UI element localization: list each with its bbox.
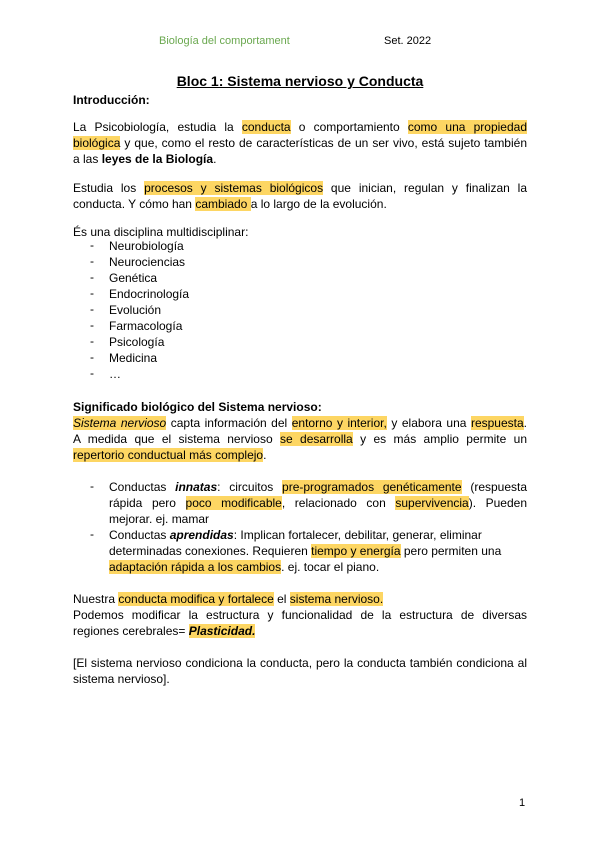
note-line2: sistema nervioso]. [73,672,170,686]
list-dash: - [90,302,94,316]
highlight: procesos y sistemas biológicos [144,181,324,195]
highlight: conducta [241,120,291,134]
highlight: Sistema nervioso [73,416,167,430]
highlight: se desarrolla [279,432,353,446]
highlight: sistema nervioso. [289,592,384,606]
highlight: poco modificable [185,496,282,510]
aprendidas-line3: adaptación rápida a los cambios. ej. tocar el piano. [109,560,380,574]
intro-p1-line3: a las leyes de la Biología. [73,152,217,166]
highlight: tiempo y energía [311,544,401,558]
intro-p1-line1: La Psicobiología, estudia la conducta o comportamiento como una propiedad [73,120,528,134]
significado-line2: A medida que el sistema nervioso se desarrolla y es más amplio permite un [73,432,528,446]
highlight: Plasticidad. [188,624,256,638]
intro-heading: Introducción: [73,93,150,107]
list-dash: - [90,527,94,541]
highlight: adaptación rápida a los cambios [109,560,282,574]
list-dash: - [90,334,94,348]
list-item: Endocrinología [109,287,190,301]
list-item: Farmacología [109,319,183,333]
header-course: Biología del comportament [159,35,290,47]
aprendidas-line2: determinadas conexiones. Requieren tiempo y energía pero permiten una [109,544,502,558]
list-item: Psicología [109,335,165,349]
list-dash: - [90,270,94,284]
page-number: 1 [519,797,526,809]
significado-heading: Significado biológico del Sistema nervioso: [73,400,322,414]
intro-p3: És una disciplina multidisciplinar: [73,225,249,239]
highlight: repertorio conductual más complejo [73,448,264,462]
regiones-line: regiones cerebrales= Plasticidad. [73,624,256,638]
list-dash: - [90,366,94,380]
innatas-line1: Conductas innatas: circuitos pre-programados genéticamente (respuesta [109,480,528,494]
list-dash: - [90,286,94,300]
intro-p2-line1: Estudia los procesos y sistemas biológicos que inician, regulan y finalizan la [73,181,528,195]
highlight: biológica [73,136,121,150]
page-title: Bloc 1: Sistema nervioso y Conducta [176,73,424,89]
list-dash: - [90,318,94,332]
list-item: Neurociencias [109,255,186,269]
list-item: Evolución [109,303,162,317]
list-dash: - [90,350,94,364]
highlight: como una propiedad [407,120,528,134]
header-date: Set. 2022 [384,35,432,47]
aprendidas-line1: Conductas aprendidas: Implican fortalecer, debilitar, generar, eliminar [109,528,482,542]
list-item: Genética [109,271,158,285]
list-item: Medicina [109,351,158,365]
intro-p2-line2: conducta. Y cómo han cambiado a lo largo de la evolución. [73,197,387,211]
highlight: pre-programados genéticamente [282,480,462,494]
nuestra-line: Nuestra conducta modifica y fortalece el sistema nervioso. [73,592,384,606]
list-dash: - [90,254,94,268]
highlight: supervivencia [395,496,469,510]
list-dash: - [90,479,94,493]
note-line1: [El sistema nervioso condiciona la conducta, pero la conducta también condiciona al [73,656,527,670]
list-item: … [109,367,121,381]
highlight: conducta modifica y fortalece [118,592,274,606]
list-item: Neurobiología [109,239,184,253]
intro-p1-line2: biológica y que, como el resto de características de un ser vivo, está sujeto también [73,136,527,150]
highlight: respuesta [470,416,524,430]
list-dash: - [90,238,94,252]
highlight: cambiado [195,197,251,211]
significado-line1: Sistema nervioso capta información del entorno y interior, y elabora una respuesta. [73,416,527,430]
innatas-line2: rápida pero poco modificable, relacionado con supervivencia). Pueden [109,496,528,510]
innatas-line3: mejorar. ej. mamar [109,512,210,526]
highlight: entorno y interior, [291,416,387,430]
podemos-line: Podemos modificar la estructura y funcionalidad de la estructura de diversas [73,608,527,622]
significado-line3: repertorio conductual más complejo. [73,448,267,462]
